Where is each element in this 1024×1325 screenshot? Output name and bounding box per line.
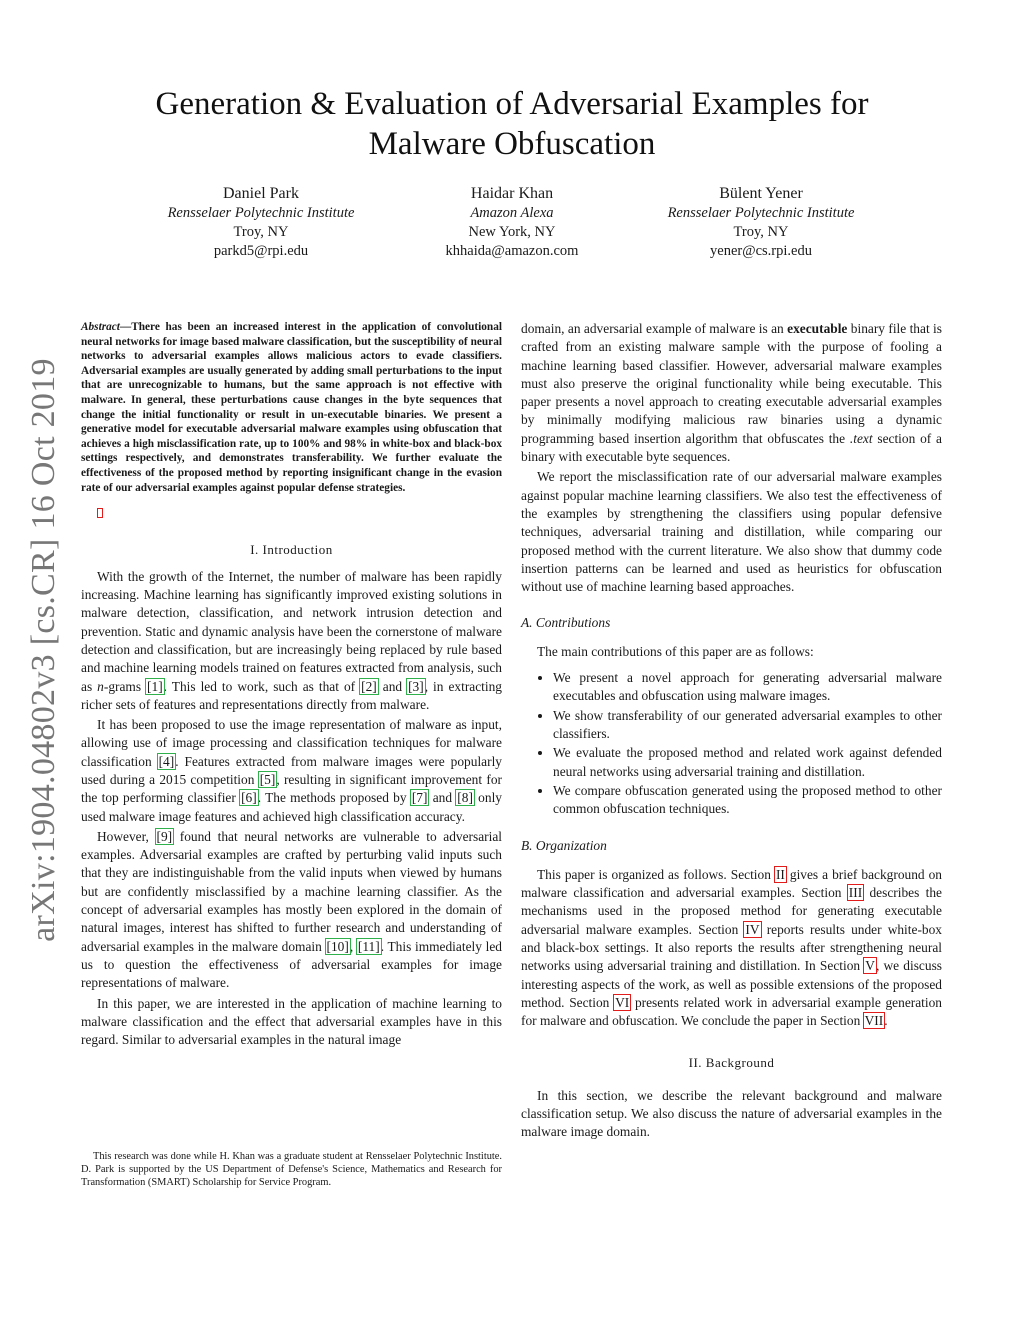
arxiv-identifier [26, 358, 62, 942]
intro-paragraph-2: It has been proposed to use the image representation of malware as input, allowing use of image processing and classification techniques for malware classification [4]. Features extracted from malware images were popularly used during a 2015 competition [5], resulting in significant improvement for the top performing classifier [6]. The methods proposed by [7] and [8] only used malware image features and achieved high classification accuracy. [81, 717, 502, 824]
footnote-marker-row [81, 505, 502, 523]
contributions-list [521, 669, 942, 818]
subsection-heading-contributions: A. Contributions [521, 615, 611, 631]
list-item: • We present a novel approach for generating adversarial malware executables and obfuscation using malware images. [553, 669, 942, 706]
author-block-3 [631, 184, 891, 261]
section-link[interactable]: VI [615, 994, 630, 1010]
intro-paragraph-5: We report the misclassification rate of our adversarial malware examples against popular machine learning classifiers. We also test the effectiveness of the examples by strengthening the classifiers using popular defensive techniques, adversarial training and distillation, while comparing our proposed method with the current literature. We also show that dummy code insertion patterns can be learned and used as heuristics for obfuscation without use of machine learning based approaches. [521, 469, 942, 595]
citation-link[interactable]: [2] [361, 678, 377, 694]
author-email: yener@cs.rpi.edu [710, 243, 812, 259]
author-block-1 [131, 184, 391, 261]
intro-paragraph-1: With the growth of the Internet, the number of malware has been rapidly increasing. Machine learning has significantly improved existing solutions in malware detection, classification, and network intrusion detection and prevention. Static and dynamic analysis have been the cornerstone of malware detection and classification, but are increasingly being replaced by rule based and machine learning models trained on features extracted from analysis, such as n-grams [1]. This led to work, such as that of [2] and [3], in extracting richer sets of features and representations directly from malware. [81, 568, 502, 712]
author-email: parkd5@rpi.edu [213, 243, 309, 259]
subsection-heading-organization: B. Organization [521, 838, 607, 854]
section-link[interactable]: III [848, 885, 863, 901]
list-item: • We evaluate the proposed method and related work against defended neural networks using adversarial training and distillation. [553, 744, 942, 781]
organization-paragraph: This paper is organized as follows. Section II gives a brief background on malware classification and adversarial examples. Section III describes the mechanisms used in the proposed method for generating executable adversarial malware examples. Section IV reports results under white-box and black-box settings. It also reports the results after strengthening neural networks using adversarial training and distillation. In Section V, we discuss interesting aspects of the work, as well as possible extensions of the proposed method. Section VI presents related work in adversarial example generation for malware and obfuscation. We conclude the paper in Section VII. [521, 866, 943, 1029]
intro-paragraph-4-continued: domain, an adversarial example of malware is an executable binary file that is crafted from an existing malware sample with the purpose of fooling a machine learning based classifier. However, adversarial malware examples must also preserve the original functionality while being executable. This paper presents a novel approach to creating executable adversarial examples by minimally modifying malicious raw binaries using a dynamic programming based insertion algorithm that obfuscates the .text section of a binary with executable byte sequences. [521, 321, 942, 465]
arxiv-identifier-text: arXiv:1904.04802v3 [cs.CR] 16 Oct 2019 [25, 358, 62, 942]
abstract [81, 320, 502, 495]
author-name: Daniel Park [223, 185, 299, 202]
author-name: Bülent Yener [719, 185, 803, 202]
citation-link[interactable]: [11] [357, 938, 380, 954]
author-affiliation: Rensselaer Polytechnic Institute [167, 205, 355, 221]
intro-paragraph-4: In this paper, we are interested in the application of machine learning to malware classification and the effect that adversarial examples have in this regard. Similar to adversarial examples in the natural image [81, 995, 502, 1048]
abstract-label: Abstract [81, 321, 120, 333]
citation-link[interactable]: [4] [158, 753, 175, 769]
author-affiliation: Rensselaer Polytechnic Institute [667, 205, 855, 221]
section-heading-background: II. Background [688, 1055, 775, 1071]
contributions-intro: The main contributions of this paper are as follows: [537, 643, 814, 659]
citation-link[interactable]: [7] [411, 790, 428, 806]
author-email: khhaida@amazon.com [445, 243, 579, 259]
author-affiliation: Amazon Alexa [470, 205, 554, 221]
footnote-link-marker[interactable] [97, 508, 103, 518]
paper-title: Generation & Evaluation of Adversarial Examples for Malware Obfuscation [155, 86, 869, 162]
left-column [81, 320, 502, 1051]
author-location: New York, NY [468, 224, 556, 240]
right-column [521, 320, 942, 1144]
citation-link[interactable]: [1] [147, 678, 163, 694]
list-item: • We show transferability of our generated adversarial examples to other classifiers. [553, 707, 942, 744]
citation-link[interactable]: [5] [259, 771, 276, 787]
citation-link[interactable]: [8] [457, 790, 473, 806]
citation-link[interactable]: [10] [326, 938, 349, 954]
intro-paragraph-3: However, [9] found that neural networks are vulnerable to adversarial examples. Adversarial examples are crafted by perturbing valid inputs such that they are indistinguishable from the valid inputs when viewed by humans but are confidently misclassified by a machine learning classifier. As the concept of adversarial examples has mostly been explored in the domain of natural images, interest has shifted to further research and understanding of adversarial examples in the malware domain [10], [11]. This immediately led us to question the effectiveness of adversarial examples for image representations of malware. [81, 828, 502, 991]
section-link[interactable]: V [865, 958, 875, 974]
author-location: Troy, NY [733, 224, 789, 240]
section-link[interactable]: VII [864, 1013, 884, 1029]
author-name: Haidar Khan [470, 185, 554, 202]
author-block-2 [382, 184, 642, 261]
citation-link[interactable]: [6] [241, 790, 257, 806]
background-paragraph-1: In this section, we describe the relevant background and malware classification setup. We also discuss the nature of adversarial examples in the malware image domain. [521, 1087, 942, 1140]
author-location: Troy, NY [233, 224, 289, 240]
abstract-text: —There has been an increased interest in the application of convolutional neural networks for image based malware classification, but the susceptibility of neural networks to adversarial examples allows malicious actors to evade classifiers. Adversarial examples are usually generated by adding small perturbations to the input that are unrecognizable to humans, but the same approach is not effective with malware. In general, these perturbations cause changes in the byte sequences that change the initial functionality or result in un-executable binaries. We present a generative model for executable adversarial malware examples using obfuscation that achieves a high misclassification rate, up to 100% and 98% in white-box and black-box settings respectively, and demonstrates transferability. We further evaluate the effectiveness of the proposed method by reporting insignificant change in the evasion rate of our adversarial examples against popular defense strategies. [81, 321, 502, 494]
list-item: • We compare obfuscation generated using the proposed method to other common obfuscation techniques. [553, 782, 942, 819]
footnote: This research was done while H. Khan was a graduate student at Rensselaer Polytechnic Institute. D. Park is supported by the US Department of Defense's Science, Mathematics and Research for Transformation (SMART) Scholarship for Service Program. [81, 1151, 502, 1189]
citation-link[interactable]: [9] [156, 828, 173, 844]
section-heading-introduction: I. Introduction [250, 542, 333, 558]
section-link[interactable]: IV [745, 921, 760, 937]
citation-link[interactable]: [3] [408, 678, 424, 694]
section-link[interactable]: II [775, 866, 785, 882]
